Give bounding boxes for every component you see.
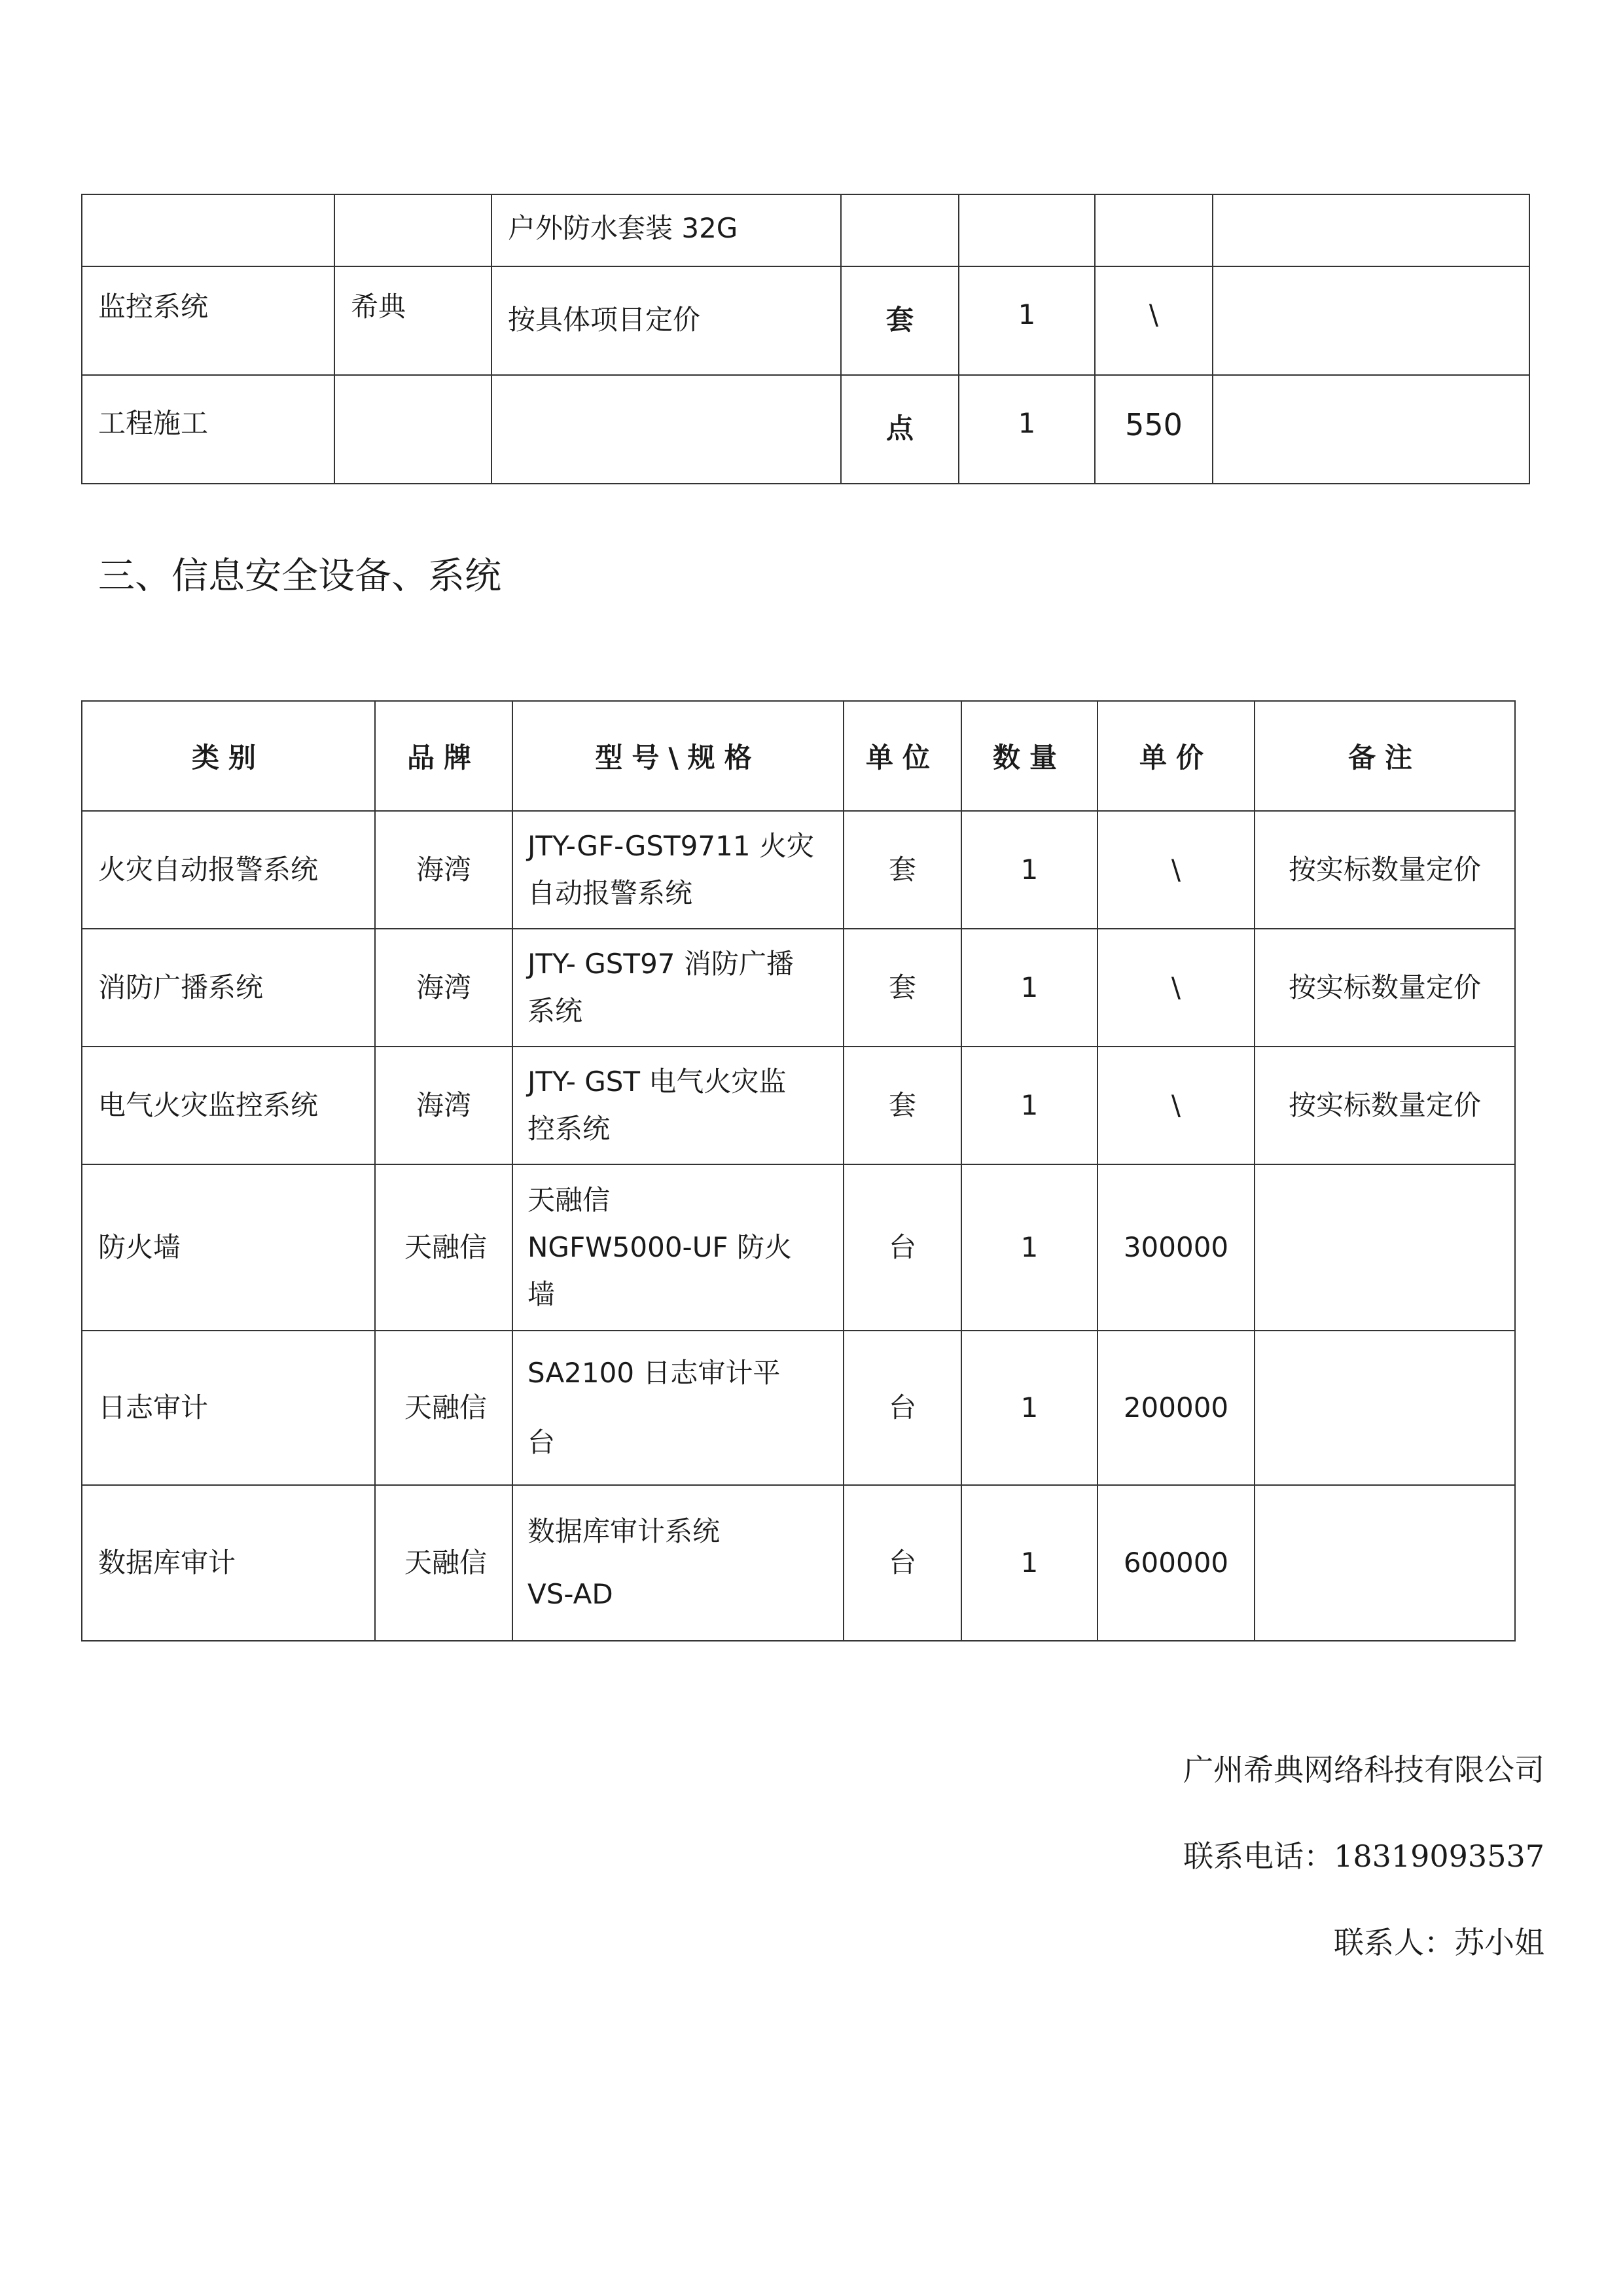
- table-row: [82, 929, 1515, 1047]
- brand-cell: 天融信: [375, 1485, 512, 1641]
- section-title: 三、信息安全设备、系统: [98, 555, 501, 598]
- unit-cell: 台: [844, 1164, 961, 1331]
- table-row: [82, 1164, 1515, 1331]
- spec-line: 天融信: [527, 1184, 611, 1216]
- brand-cell: 海湾: [375, 1047, 512, 1164]
- qty-cell: 1: [961, 1047, 1097, 1164]
- table-row: [82, 194, 1529, 266]
- qty-cell: 1: [961, 1331, 1097, 1485]
- company-name: 广州希典网络科技有限公司: [1183, 1752, 1544, 1787]
- price-cell: \: [1097, 1047, 1255, 1164]
- price-cell: 600000: [1097, 1485, 1255, 1641]
- unit-cell: 台: [844, 1331, 961, 1485]
- category-cell: 日志审计: [82, 1331, 375, 1485]
- note-cell: [1213, 375, 1529, 484]
- price-cell: \: [1095, 266, 1213, 375]
- qty-cell: 1: [961, 1164, 1097, 1331]
- spec-line: NGFW5000-UF 防火: [527, 1231, 792, 1263]
- category-cell: 消防广播系统: [82, 929, 375, 1047]
- spec-line: 数据库审计系统: [527, 1515, 721, 1547]
- table-row: [82, 375, 1529, 484]
- price-cell: [1095, 194, 1213, 266]
- spec-cell: 户外防水套装 32G: [491, 194, 841, 266]
- security-equipment-table: [81, 700, 1516, 1641]
- table-row: [82, 266, 1529, 375]
- unit-cell: 台: [844, 1485, 961, 1641]
- spec-line: JTY- GST 电气火灾监: [527, 1066, 787, 1098]
- unit-cell: 套: [844, 929, 961, 1047]
- price-cell: 200000: [1097, 1331, 1255, 1485]
- brand-cell: 天融信: [375, 1331, 512, 1485]
- spec-line: 台: [527, 1426, 556, 1458]
- contact-phone: 联系电话：18319093537: [1183, 1839, 1544, 1874]
- note-cell: 按实标数量定价: [1255, 811, 1515, 929]
- top-continuation-table: [81, 194, 1530, 484]
- note-cell: [1213, 194, 1529, 266]
- unit-cell: 点: [841, 375, 959, 484]
- spec-line: 系统: [527, 995, 583, 1027]
- qty-cell: 1: [961, 811, 1097, 929]
- table-header-row: [82, 701, 1515, 811]
- category-cell: 防火墙: [82, 1164, 375, 1331]
- qty-cell: 1: [961, 929, 1097, 1047]
- spec-cell: 按具体项目定价: [491, 266, 841, 375]
- spec-line: 自动报警系统: [527, 877, 693, 909]
- note-cell: 按实标数量定价: [1255, 1047, 1515, 1164]
- contact-person: 联系人：苏小姐: [1334, 1925, 1544, 1960]
- spec-line: SA2100 日志审计平: [527, 1357, 781, 1389]
- category-cell: 火灾自动报警系统: [82, 811, 375, 929]
- brand-cell: 海湾: [375, 811, 512, 929]
- note-cell: [1255, 1164, 1515, 1331]
- header-category: 类别: [82, 701, 375, 811]
- header-unit: 单位: [844, 701, 961, 811]
- unit-cell: 套: [844, 811, 961, 929]
- category-cell: 数据库审计: [82, 1485, 375, 1641]
- spec-line: JTY-GF-GST9711 火灾: [527, 830, 814, 862]
- spec-cell: [512, 1164, 844, 1331]
- category-cell: [82, 194, 334, 266]
- note-cell: [1213, 266, 1529, 375]
- spec-cell: [512, 1047, 844, 1164]
- spec-cell: [512, 1485, 844, 1641]
- table-row: [82, 811, 1515, 929]
- spec-cell: [512, 811, 844, 929]
- spec-line: JTY- GST97 消防广播: [527, 948, 794, 980]
- price-cell: \: [1097, 811, 1255, 929]
- table-row: [82, 1047, 1515, 1164]
- brand-cell: 希典: [334, 266, 491, 375]
- brand-cell: 天融信: [375, 1164, 512, 1331]
- unit-cell: [841, 194, 959, 266]
- brand-cell: 海湾: [375, 929, 512, 1047]
- header-qty: 数量: [961, 701, 1097, 811]
- qty-cell: 1: [959, 375, 1095, 484]
- unit-cell: 套: [841, 266, 959, 375]
- note-cell: [1255, 1331, 1515, 1485]
- spec-line: 控系统: [527, 1113, 611, 1145]
- qty-cell: 1: [959, 266, 1095, 375]
- unit-cell: 套: [844, 1047, 961, 1164]
- category-cell: 电气火灾监控系统: [82, 1047, 375, 1164]
- spec-line: VS-AD: [527, 1578, 613, 1610]
- price-cell: 300000: [1097, 1164, 1255, 1331]
- table-row: [82, 1331, 1515, 1485]
- table-row: [82, 1485, 1515, 1641]
- category-cell: 工程施工: [82, 375, 334, 484]
- note-cell: [1255, 1485, 1515, 1641]
- spec-line: 墙: [527, 1278, 556, 1310]
- spec-cell: [512, 929, 844, 1047]
- header-brand: 品牌: [375, 701, 512, 811]
- header-note: 备注: [1255, 701, 1515, 811]
- spec-cell: [491, 375, 841, 484]
- brand-cell: [334, 194, 491, 266]
- qty-cell: [959, 194, 1095, 266]
- category-cell: 监控系统: [82, 266, 334, 375]
- note-cell: 按实标数量定价: [1255, 929, 1515, 1047]
- price-cell: 550: [1095, 375, 1213, 484]
- header-spec: 型号\规格: [512, 701, 844, 811]
- header-price: 单价: [1097, 701, 1255, 811]
- spec-cell: [512, 1331, 844, 1485]
- brand-cell: [334, 375, 491, 484]
- price-cell: \: [1097, 929, 1255, 1047]
- qty-cell: 1: [961, 1485, 1097, 1641]
